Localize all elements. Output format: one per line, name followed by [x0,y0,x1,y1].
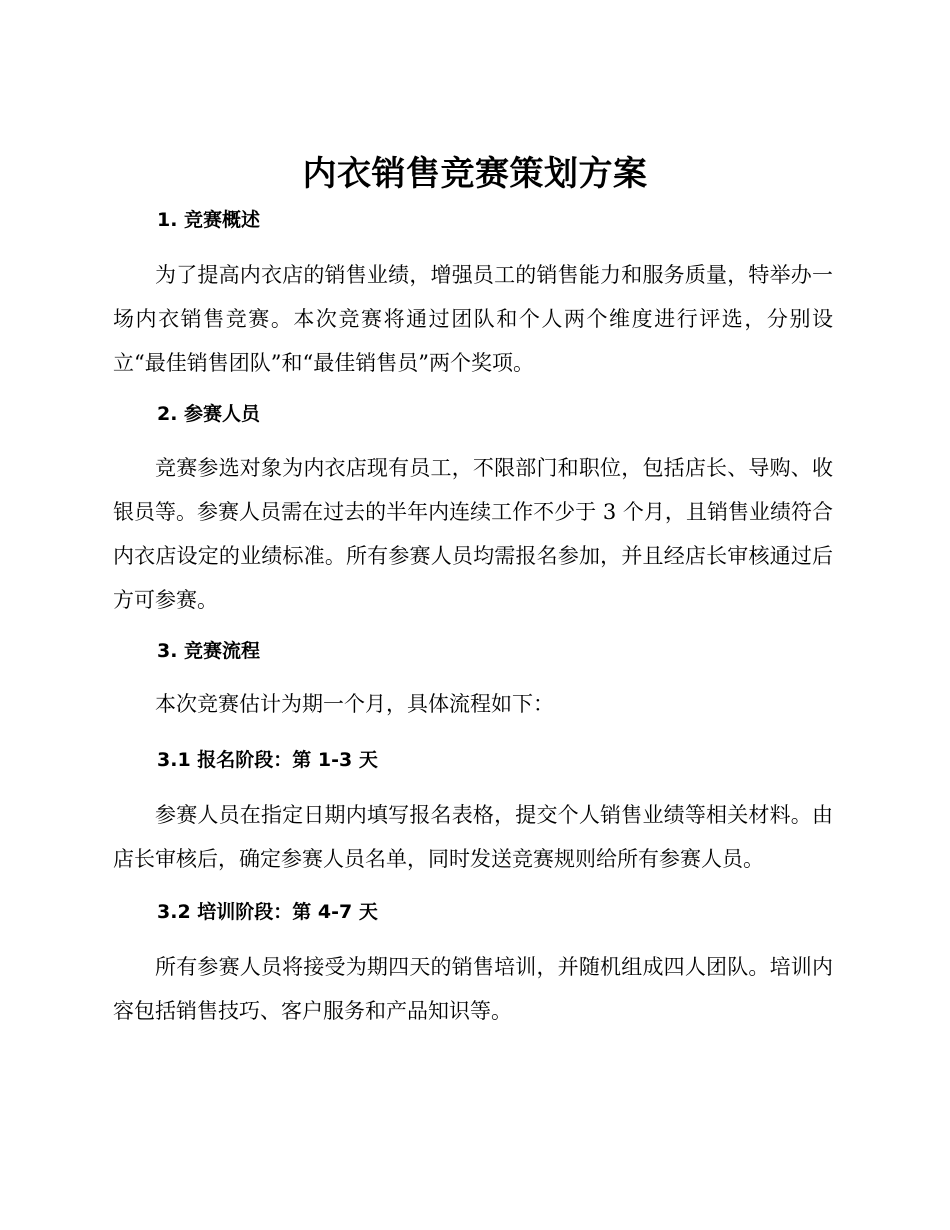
section-paragraph-participants: 竞赛参选对象为内衣店现有员工，不限部门和职位，包括店长、导购、收银员等。参赛人员需在过去的半年内连续工作不少于 3 个月，且销售业绩符合内衣店设定的业绩标准。所有参赛人员均需报名参加，并且经店长审核通过后方可参赛。 [113,456,833,612]
document-title: 内衣销售竞赛策划方案 [302,154,648,194]
section-heading-participants: 2. 参赛人员 [157,403,261,425]
section-heading-overview: 1. 竞赛概述 [157,209,261,231]
section-heading-process: 3. 竞赛流程 [157,640,261,662]
section-paragraph-overview: 为了提高内衣店的销售业绩，增强员工的销售能力和服务质量，特举办一场内衣销售竞赛。本次竞赛将通过团队和个人两个维度进行评选，分别设立“最佳销售团队”和“最佳销售员”两个奖项。 [113,263,833,375]
section-paragraph-training: 所有参赛人员将接受为期四天的销售培训，并随机组成四人团队。培训内容包括销售技巧、客户服务和产品知识等。 [113,955,833,1023]
section-heading-training: 3.2 培训阶段：第 4-7 天 [157,901,378,923]
section-paragraph-registration: 参赛人员在指定日期内填写报名表格，提交个人销售业绩等相关材料。由店长审核后，确定参赛人员名单，同时发送竞赛规则给所有参赛人员。 [113,803,833,871]
section-heading-registration: 3.1 报名阶段：第 1-3 天 [157,749,378,771]
section-paragraph-process: 本次竞赛估计为期一个月，具体流程如下： [155,692,554,716]
